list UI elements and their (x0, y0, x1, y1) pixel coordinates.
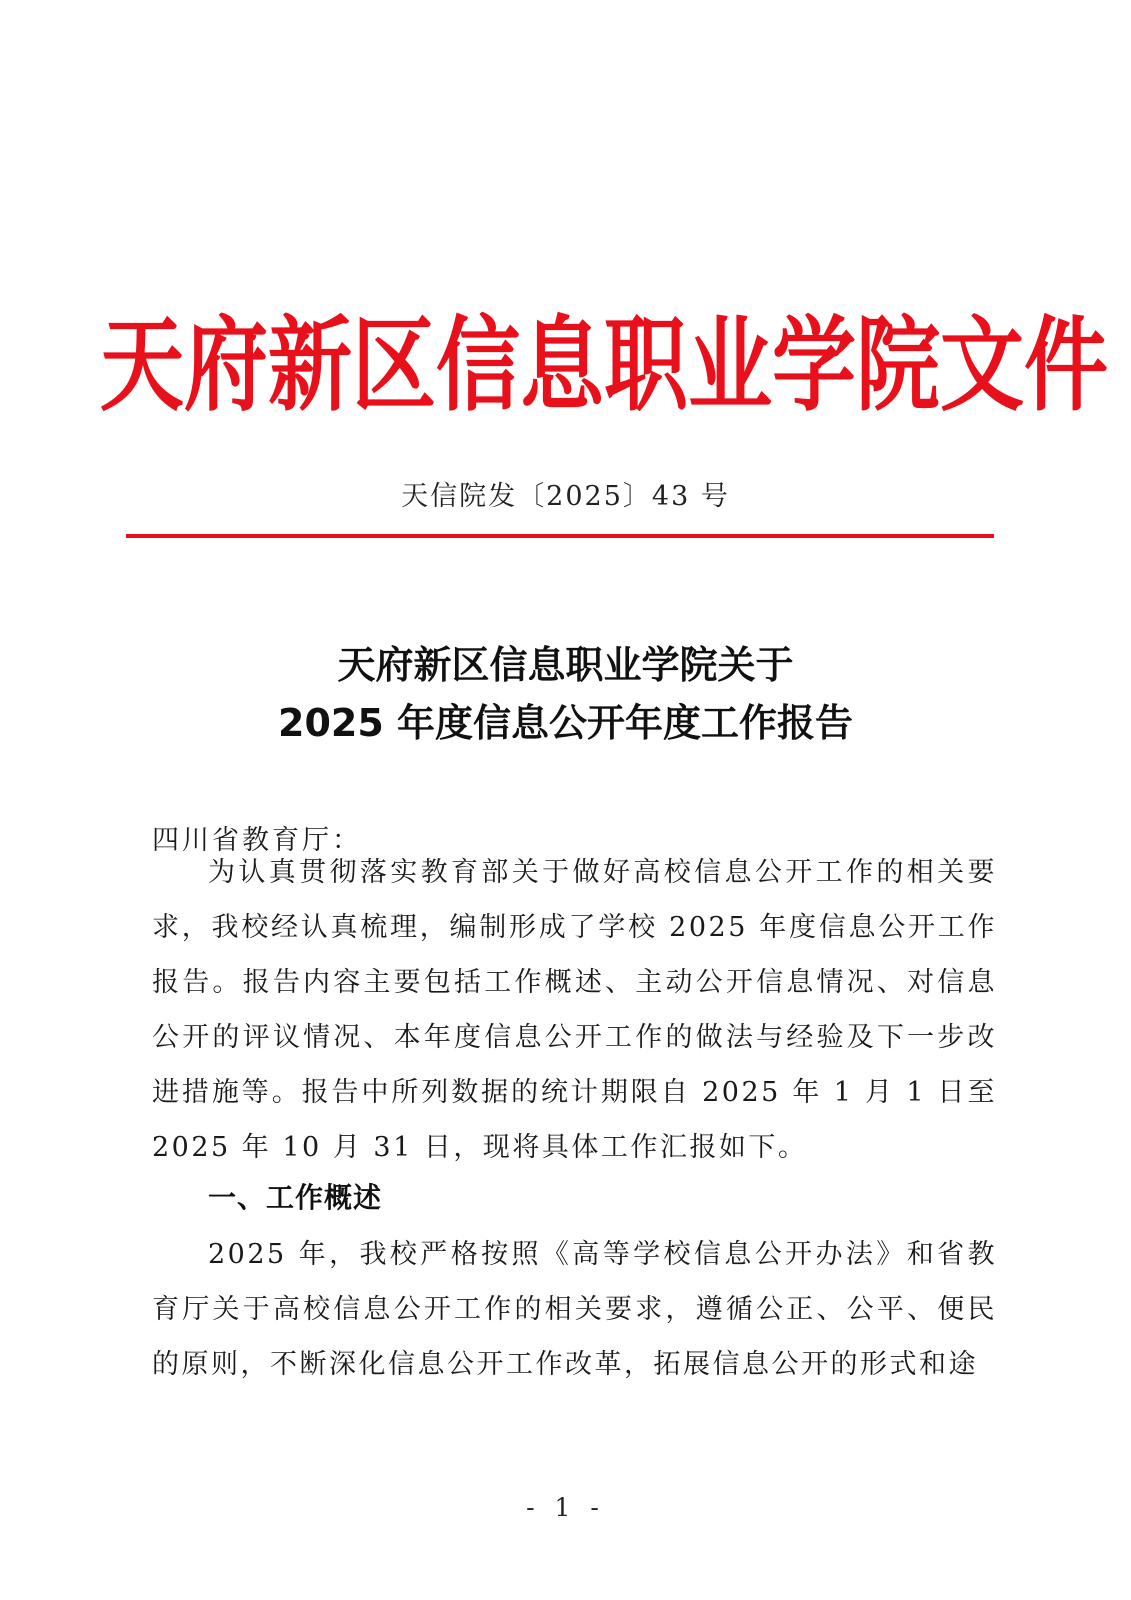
report-title-line-1: 天府新区信息职业学院关于 (337, 643, 794, 687)
addressee: 四川省教育厅： (152, 825, 362, 856)
report-title-line-2: 2025 年度信息公开年度工作报告 (278, 701, 853, 745)
document-masthead: 天府新区信息职业学院文件 (100, 304, 1109, 425)
page-number: - 1 - (526, 1493, 605, 1522)
section-heading-overview: 一、工作概述 (208, 1181, 383, 1214)
document-number: 天信院发〔2025〕43 号 (401, 481, 730, 512)
intro-paragraph: 为认真贯彻落实教育部关于做好高校信息公开工作的相关要求，我校经认真梳理，编制形成了学校 2025 年度信息公开工作报告。报告内容主要包括工作概述、主动公开信息情况、对信息公开的评议情况、本年度信息公开工作的做法与经验及下一步改进措施等。报告中所列数据的统计期限自 2025 年 1 月 1 日至 2025 年 10 月 31 日，现将具体工作汇报如下。 (152, 857, 997, 1163)
red-divider-line (126, 534, 994, 538)
overview-paragraph: 2025 年，我校严格按照《高等学校信息公开办法》和省教育厅关于高校信息公开工作的相关要求，遵循公正、公平、便民的原则，不断深化信息公开工作改革，拓展信息公开的形式和途 (152, 1239, 997, 1380)
